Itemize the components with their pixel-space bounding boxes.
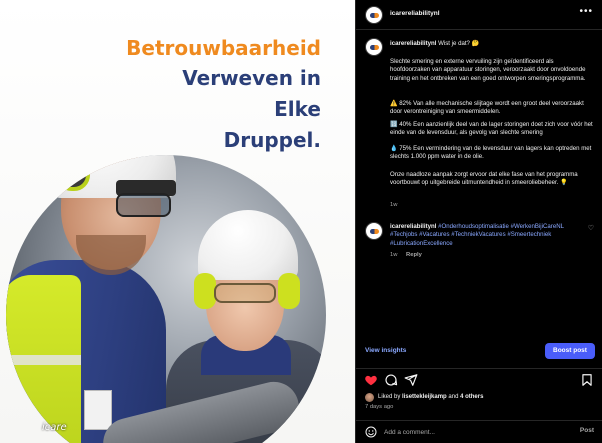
profile-avatar[interactable] [365,6,383,24]
comment-text [390,223,580,248]
post-comment-button[interactable]: Post [579,427,594,434]
share-icon[interactable] [404,373,418,387]
comment-timestamp: 1w [390,252,398,258]
add-comment-bar [356,420,602,443]
view-insights-link[interactable]: View insights [365,347,407,354]
post-header [356,0,602,30]
post-details-panel [355,0,602,443]
headline-line-3: Elke [274,97,321,121]
comment-username[interactable]: icarereliabilitynl [390,223,437,230]
likes-joiner: and [448,394,459,400]
worker-woman-helmet [198,210,298,280]
header-username[interactable]: icarereliabilitynl [390,10,440,17]
worker-man-earmuff [56,155,90,191]
headline-line-4: Druppel. [223,128,321,152]
caption-paragraph: 💧 75% Een vermindering van de levensduur van lagers kan optreden met slechts 1.000 ppm water in de olie. [390,145,592,161]
insights-bar [356,340,602,364]
more-options-icon[interactable]: ••• [579,6,593,17]
heart-filled-icon[interactable] [364,373,378,387]
reply-button[interactable]: Reply [406,252,422,258]
headline-line-1: Betrouwbaarheid [126,36,321,60]
caption-intro: Wist je dat? 🤔 [438,40,480,47]
bookmark-icon[interactable] [580,373,594,387]
worker-man-vest-stripe [6,355,81,365]
liked-by-label: Liked by [378,394,401,400]
caption-username[interactable]: icarereliabilitynl [390,40,437,47]
comment-avatar[interactable] [365,222,383,240]
worker-woman-safety-glasses [214,283,276,303]
worker-woman-earmuff-right [278,273,300,309]
worker-man-badge [84,390,112,430]
comment-meta [390,252,429,258]
likes-summary[interactable] [378,394,483,400]
boost-post-button[interactable]: Boost post [545,343,595,359]
caption-timestamp: 1w [390,202,398,208]
caption-first-line [390,40,593,48]
comment-input[interactable] [384,425,554,439]
workers-photo [6,155,326,443]
worker-woman-earmuff-left [194,273,216,309]
likes-others[interactable]: 4 others [460,394,484,400]
emoji-icon[interactable] [365,426,377,438]
liker-avatar[interactable] [365,393,374,402]
caption-avatar[interactable] [365,38,383,56]
post-date: 7 days ago [365,404,394,410]
likes-row [356,392,602,404]
comment-like-icon[interactable]: ♡ [587,225,594,232]
icare-logo: icare [42,422,67,433]
caption-paragraph: 🔢 40% Een aanzienlijk deel van de lager storingen doet zich voor vóór het einde van de levensduur, als gevolg van slechte smering [390,121,593,137]
liker-username[interactable]: lisettekleijkamp [402,394,447,400]
post-actions [356,368,602,390]
worker-man-safety-glasses [116,193,171,217]
headline-line-2: Verweven in [182,66,321,90]
caption-paragraph: Slechte smering en externe vervuiling zijn geïdentificeerd als hoofdoorzaken van apparatuur storingen, veroorzaakt door onvoldoende training en het ontbreken van een goed ontworpen smeringsprogramma. [390,58,586,82]
caption-paragraph: ⚠️ 82% Van alle mechanische slijtage wordt een groot deel veroorzaakt door verontreiniging van smeermiddelen. [390,100,584,116]
comment-hashtags[interactable]: #Onderhoudsoptimalisatie #WerkenBijiCareNL #Techjobs #Vacatures #TechniekVacatures #Smeertechniek #LubricationExcellence [390,223,564,247]
caption-paragraph: Onze naadloze aanpak zorgt ervoor dat elke fase van het programma voortbouwt op uitgebreide uitmuntendheid in smeeroliebeheer. 💡 [390,171,578,187]
comment-icon[interactable] [384,373,398,387]
